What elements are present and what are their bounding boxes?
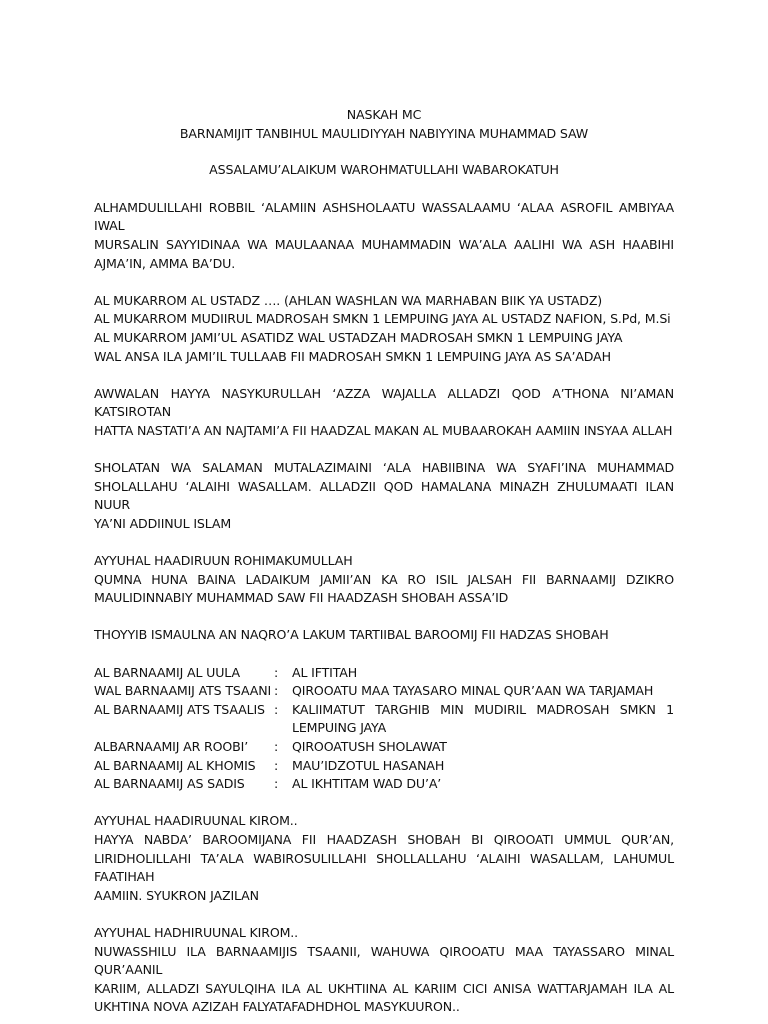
paragraph-honorifics <box>94 292 674 366</box>
program-row <box>94 738 674 757</box>
section-heading: AYYUHAL HADHIRUUNAL KIROM.. <box>94 924 299 940</box>
program-label: AL BARNAAMIJ AL KHOMIS <box>94 757 256 773</box>
paragraph-sholawat <box>94 459 674 533</box>
program-row <box>94 701 674 738</box>
program-separator: : <box>274 757 279 773</box>
text-line: MAULIDINNABIY MUHAMMAD SAW FII HAADZASH SHOBAH ASSA’ID <box>94 590 509 606</box>
program-label: WAL BARNAAMIJ ATS TSAANI <box>94 683 272 699</box>
program-row <box>94 682 674 701</box>
text-line: LIRIDHOLILLAHI TA’ALA WABIROSULILLAHI SHOLLALLAHU ‘ALAIHI WASALLAM, LAHUMUL FAATIHAH <box>94 850 674 885</box>
program-value-line: LEMPUING JAYA <box>292 720 387 736</box>
text-line: ALHAMDULILLAHI ROBBIL ‘ALAMIIN ASHSHOLAATU WASSALAAMU ‘ALAA ASROFIL AMBIYAA IWAL <box>94 199 674 234</box>
document-subtitle: BARNAMIJIT TANBIHUL MAULIDIYYAH NABIYYINA MUHAMMAD SAW <box>179 125 589 141</box>
program-separator: : <box>274 776 279 792</box>
paragraph-syukur <box>94 385 674 441</box>
text-line: SHOLALLAHU ‘ALAIHI WASALLAM. ALLADZII QOD HAMALANA MINAZH ZHULUMAATI ILAN NUUR <box>94 478 674 513</box>
paragraph-thoyyib <box>94 626 674 645</box>
program-value: AL IFTITAH <box>292 664 358 680</box>
text-line: AJMA’IN, AMMA BA’DU. <box>94 255 236 271</box>
text-line: AL MUKARROM AL USTADZ …. (AHLAN WASHLAN WA MARHABAN BIIK YA USTADZ) <box>94 292 603 308</box>
text-line: WAL ANSA ILA JAMI’IL TULLAAB FII MADROSAH SMKN 1 LEMPUING JAYA AS SA’ADAH <box>94 348 611 364</box>
paragraph-ayyuhal-1 <box>94 552 674 608</box>
program-row <box>94 757 674 776</box>
program-separator: : <box>274 701 279 717</box>
text-line: AL MUKARROM JAMI’UL ASATIDZ WAL USTADZAH MADROSAH SMKN 1 LEMPUING JAYA <box>94 329 623 345</box>
program-schedule <box>94 664 674 794</box>
program-label: AL BARNAAMIJ AL UULA <box>94 664 240 680</box>
program-label: AL BARNAAMIJ ATS TSAALIS <box>94 701 265 717</box>
text-line: KARIIM, ALLADZI SAYULQIHA ILA AL UKHTIINA AL KARIIM CICI ANISA WATTARJAMAH ILA AL <box>94 980 674 996</box>
text-line: QUMNA HUNA BAINA LADAIKUM JAMII’AN KA RO ISIL JALSAH FII BARNAAMIJ DZIKRO <box>94 571 674 587</box>
section-heading: AYYUHAL HAADIRUUN ROHIMAKUMULLAH <box>94 553 353 569</box>
paragraph-hamdalah <box>94 199 674 273</box>
document-header <box>94 106 674 143</box>
program-value-line: KALIIMATUT TARGHIB MIN MUDIRIL MADROSAH SMKN 1 <box>292 701 674 717</box>
program-value: QIROOATUSH SHOLAWAT <box>292 739 447 754</box>
text-line: UKHTINA NOVA AZIZAH FALYATAFADHDHOL MASYKUURON.. <box>94 999 460 1015</box>
program-label: AL BARNAAMIJ AS SADIS <box>94 776 245 792</box>
paragraph-ayyuhal-3 <box>94 924 674 1017</box>
document-title: NASKAH MC <box>346 107 422 122</box>
text-line: HAYYA NABDA’ BAROOMIJANA FII HAADZASH SHOBAH BI QIROOATI UMMUL QUR’AN, <box>94 831 674 847</box>
document-page <box>94 106 674 1017</box>
program-value: AL IKHTITAM WAD DU’A’ <box>292 776 442 792</box>
text-line: AAMIIN. SYUKRON JAZILAN <box>94 887 259 903</box>
program-row <box>94 775 674 794</box>
text-line: YA’NI ADDIINUL ISLAM <box>94 515 232 531</box>
program-separator: : <box>274 664 279 680</box>
opening-greeting: ASSALAMU’ALAIKUM WAROHMATULLAHI WABAROKATUH <box>209 162 559 178</box>
program-value: QIROOATU MAA TAYASARO MINAL QUR’AAN WA TARJAMAH <box>292 683 654 699</box>
text-line: MURSALIN SAYYIDINAA WA MAULAANAA MUHAMMADIN WA’ALA AALIHI WA ASH HAABIHI <box>94 236 674 252</box>
text-line: HATTA NASTATI’A AN NAJTAMI’A FII HAADZAL MAKAN AL MUBAAROKAH AAMIIN INSYAA ALLAH <box>94 422 673 438</box>
program-value <box>292 701 674 738</box>
text-line: AWWALAN HAYYA NASYKURULLAH ‘AZZA WAJALLA ALLADZI QOD A’THONA NI’AMAN KATSIROTAN <box>94 385 674 420</box>
program-label: ALBARNAAMIJ AR ROOBI’ <box>94 739 249 754</box>
section-heading: AYYUHAL HAADIRUUNAL KIROM.. <box>94 813 298 829</box>
paragraph-ayyuhal-2 <box>94 812 674 905</box>
text-line: AL MUKARROM MUDIIRUL MADROSAH SMKN 1 LEMPUING JAYA AL USTADZ NAFION, S.Pd, M.Si <box>94 311 671 327</box>
text-line: SHOLATAN WA SALAMAN MUTALAZIMAINI ‘ALA HABIIBINA WA SYAFI’INA MUHAMMAD <box>94 460 674 476</box>
program-value: MAU’IDZOTUL HASANAH <box>292 757 445 773</box>
text-line: THOYYIB ISMAULNA AN NAQRO’A LAKUM TARTIIBAL BAROOMIJ FII HADZAS SHOBAH <box>94 627 609 643</box>
program-row <box>94 664 674 683</box>
text-line: NUWASSHILU ILA BARNAAMIJIS TSAANII, WAHUWA QIROOATU MAA TAYASSARO MINAL QUR’AANIL <box>94 943 674 978</box>
program-separator: : <box>274 739 279 754</box>
program-separator: : <box>274 683 279 699</box>
